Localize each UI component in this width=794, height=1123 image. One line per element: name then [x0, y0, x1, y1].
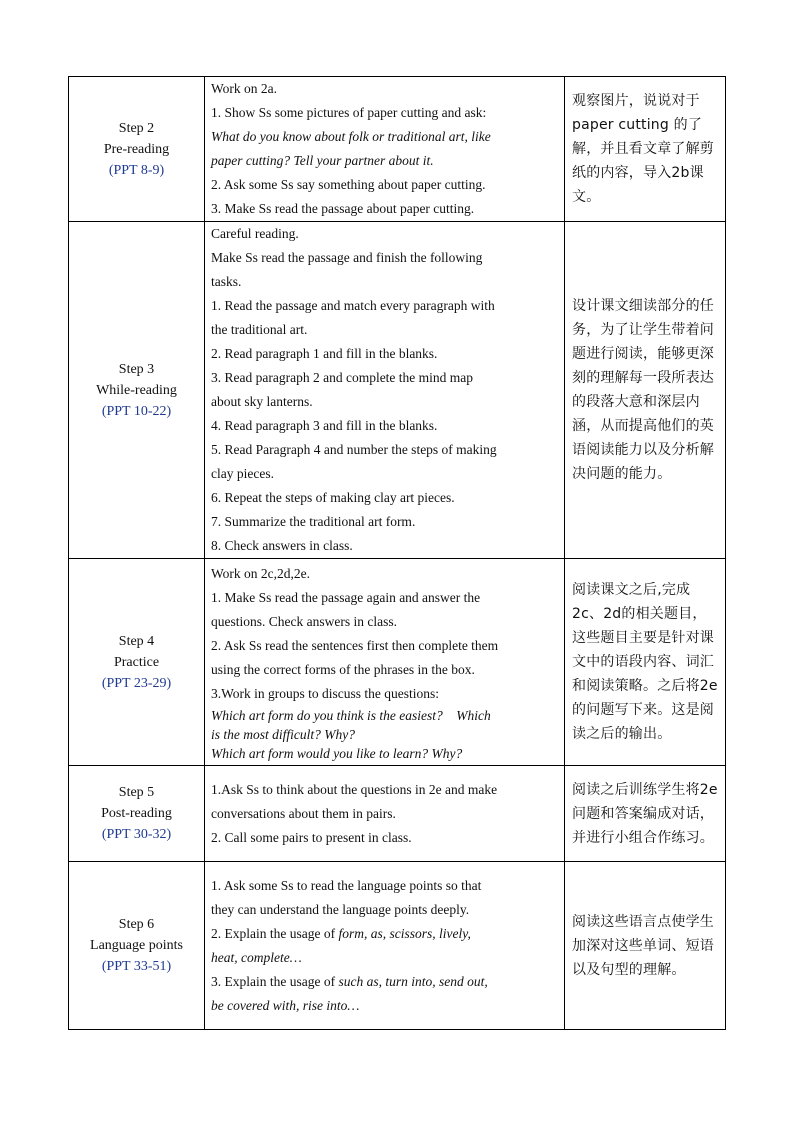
step-phase: Post-reading: [101, 806, 172, 821]
step-cell: [69, 766, 205, 862]
vocabulary-list: heat, complete…: [211, 949, 302, 965]
activity-line: 3.Work in groups to discuss the questions:: [211, 685, 440, 701]
activity-line: 4. Read paragraph 3 and fill in the blanks.: [211, 418, 438, 433]
activity-line: 6. Repeat the steps of making clay art pieces.: [211, 490, 455, 505]
activity-line: 3. Read paragraph 2 and complete the mind map: [211, 370, 474, 385]
activity-line: 1. Ask some Ss to read the language points so that: [211, 877, 482, 893]
step-number: Step 5: [118, 785, 155, 800]
step-cell: [69, 222, 205, 559]
step-number: Step 3: [118, 361, 155, 377]
activity-line: 5. Read Paragraph 4 and number the steps of making: [211, 442, 497, 457]
activity-line: the traditional art.: [211, 322, 308, 337]
vocabulary-list: form, as, scissors, lively,: [338, 925, 471, 941]
activity-text: 2. Explain the usage of: [211, 925, 339, 941]
table-row: [69, 222, 726, 559]
activity-line: conversations about them in pairs.: [211, 805, 396, 821]
lesson-plan-table: [68, 76, 726, 1030]
step-phase: Practice: [113, 654, 160, 670]
step-phase: Language points: [90, 938, 183, 953]
table-row: [69, 766, 726, 862]
discussion-question: Which art form do you think is the easiest? Which: [211, 707, 491, 723]
activity-cell: [205, 559, 565, 766]
activity-line: using the correct forms of the phrases in the box.: [211, 661, 475, 677]
activity-line: 1. Show Ss some pictures of paper cutting and ask:: [211, 105, 487, 120]
ppt-range: (PPT 30-32): [101, 827, 172, 842]
activity-line: paper cutting? Tell your partner about it.: [211, 153, 434, 168]
purpose-note: 设计课文细读部分的任务，为了让学生带着问题进行阅读，能够更深刻的理解每一段所表达的段落大意和深层内涵，从而提高他们的英语阅读能力以及分析解决问题的能力。: [565, 222, 726, 559]
ppt-range: (PPT 10-22): [101, 403, 172, 419]
activity-line: 2. Ask some Ss say something about paper cutting.: [211, 177, 486, 192]
activity-line: questions. Check answers in class.: [211, 613, 397, 629]
activity-line: 3. Make Ss read the passage about paper cutting.: [211, 201, 475, 216]
table-row: [69, 559, 726, 766]
activity-line: 7. Summarize the traditional art form.: [211, 514, 416, 529]
activity-line: Make Ss read the passage and finish the following: [211, 250, 483, 265]
step-cell: [69, 77, 205, 222]
step-number: Step 2: [118, 120, 155, 136]
activity-cell: [205, 77, 565, 222]
activity-line: 2. Call some pairs to present in class.: [211, 829, 412, 845]
purpose-note: 观察图片，说说对于paper cutting 的了解，并且看文章了解剪纸的内容，导入2b课文。: [565, 77, 726, 222]
activity-line: 2. Ask Ss read the sentences first then complete them: [211, 637, 499, 653]
activity-line: 1. Make Ss read the passage again and answer the: [211, 589, 481, 605]
step-phase: While-reading: [96, 382, 177, 398]
activity-text: 3. Explain the usage of: [211, 973, 339, 989]
activity-line: Work on 2c,2d,2e.: [211, 565, 311, 581]
ppt-range: (PPT 8-9): [108, 162, 165, 178]
ppt-range: (PPT 23-29): [101, 675, 172, 691]
activity-line: clay pieces.: [211, 466, 274, 481]
activity-cell: [205, 766, 565, 862]
activity-line: they can understand the language points deeply.: [211, 901, 470, 917]
step-number: Step 4: [118, 633, 155, 649]
purpose-note: 阅读这些语言点使学生加深对这些单词、短语以及句型的理解。: [565, 862, 726, 1030]
activity-line: 1.Ask Ss to think about the questions in 2e and make: [211, 781, 498, 797]
table-row: [69, 77, 726, 222]
activity-line: about sky lanterns.: [211, 394, 313, 409]
activity-line: [211, 922, 558, 946]
activity-line: What do you know about folk or traditional art, like: [211, 129, 491, 144]
phrase-list: such as, turn into, send out,: [338, 973, 488, 989]
table-row: [69, 862, 726, 1030]
activity-line: Work on 2a.: [211, 81, 278, 96]
activity-line: 2. Read paragraph 1 and fill in the blanks.: [211, 346, 438, 361]
step-cell: [69, 559, 205, 766]
discussion-question: Which art form would you like to learn? Why?: [211, 745, 463, 761]
phrase-list: be covered with, rise into…: [211, 997, 360, 1013]
purpose-note: 阅读之后训练学生将2e问题和答案编成对话，并进行小组合作练习。: [565, 766, 726, 862]
activity-line: 8. Check answers in class.: [211, 538, 353, 553]
ppt-range: (PPT 33-51): [101, 959, 172, 974]
activity-line: [211, 970, 558, 994]
purpose-note: 阅读课文之后,完成2c、2d的相关题目，这些题目主要是针对课文中的语段内容、词汇和阅读策略。之后将2e的问题写下来。这是阅读之后的输出。: [565, 559, 726, 766]
activity-line: 1. Read the passage and match every paragraph with: [211, 298, 495, 313]
step-phase: Pre-reading: [103, 141, 170, 157]
activity-cell: [205, 222, 565, 559]
activity-line: tasks.: [211, 274, 242, 289]
discussion-question: is the most difficult? Why?: [211, 726, 355, 742]
activity-cell: [205, 862, 565, 1030]
activity-line: Careful reading.: [211, 226, 299, 241]
step-cell: [69, 862, 205, 1030]
step-number: Step 6: [118, 917, 155, 932]
